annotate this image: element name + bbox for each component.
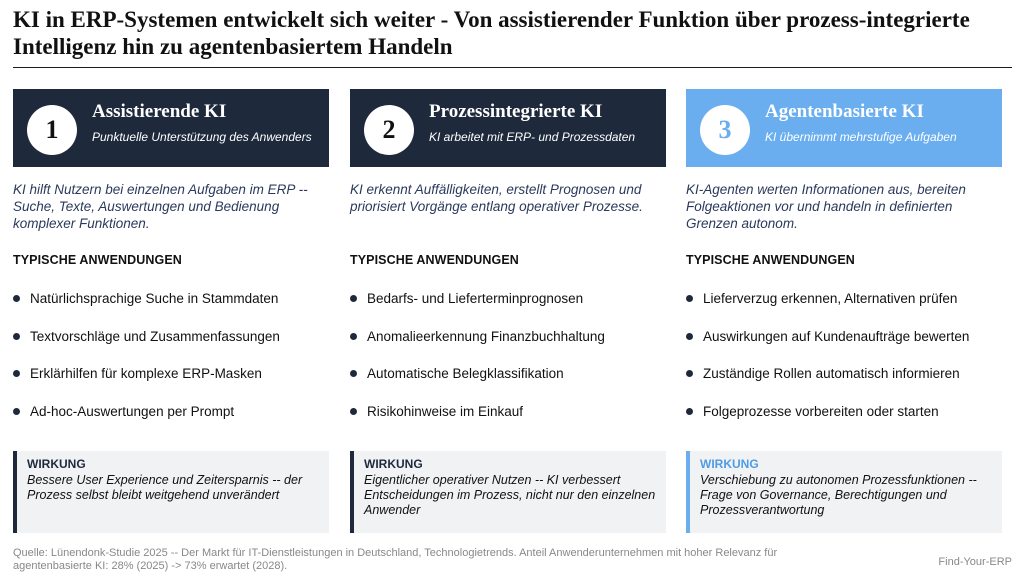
list-item (686, 280, 1002, 318)
effect-box (13, 451, 329, 533)
applications-list (686, 280, 1002, 430)
effect-text: Eigentlicher operativer Nutzen -- KI verbessert Entscheidungen im Prozess, nicht nur den einzelnen Anwender (364, 473, 656, 517)
list-item-label: Lieferverzug erkennen, Alternativen prüfen (703, 291, 958, 307)
bullet-icon (686, 408, 693, 415)
list-item (13, 355, 329, 393)
applications-heading: TYPISCHE ANWENDUNGEN (13, 253, 182, 267)
column-description: KI hilft Nutzern bei einzelnen Aufgaben im ERP -- Suche, Texte, Auswertungen und Bedienung komplexer Funktionen. (13, 182, 308, 231)
bullet-icon (13, 295, 20, 302)
applications-list (350, 280, 666, 430)
bullet-icon (686, 295, 693, 302)
column-description: KI erkennt Auffälligkeiten, erstellt Prognosen und priorisiert Vorgänge entlang operativer Prozesse. (350, 182, 643, 214)
bullet-icon (13, 370, 20, 377)
list-item-label: Auswirkungen auf Kundenaufträge bewerten (703, 328, 970, 344)
list-item (686, 355, 1002, 393)
bullet-icon (13, 333, 20, 340)
list-item-label: Anomalieerkennung Finanzbuchhaltung (367, 328, 605, 344)
bullet-icon (350, 295, 357, 302)
column-header (13, 89, 329, 167)
column-title: Agentenbasierte KI (765, 101, 924, 122)
effect-heading: WIRKUNG (27, 457, 86, 471)
list-item (686, 318, 1002, 356)
title-divider (13, 67, 1012, 68)
column-prozessintegrierte-ki (350, 89, 666, 517)
applications-list (13, 280, 329, 430)
list-item (13, 318, 329, 356)
column-subtitle: Punktuelle Unterstützung des Anwenders (92, 130, 312, 144)
column-agentenbasierte-ki (686, 89, 1002, 517)
bullet-icon (13, 408, 20, 415)
bullet-icon (350, 370, 357, 377)
applications-heading: TYPISCHE ANWENDUNGEN (686, 253, 855, 267)
step-number-badge: 2 (364, 105, 414, 155)
effect-box (350, 451, 666, 533)
list-item-label: Natürlichsprachige Suche in Stammdaten (30, 291, 279, 307)
list-item-label: Automatische Belegklassifikation (367, 366, 564, 382)
column-header (350, 89, 666, 167)
bullet-icon (686, 370, 693, 377)
list-item (350, 318, 666, 356)
effect-box (686, 451, 1002, 533)
brand-label: Find-Your-ERP (938, 556, 1012, 568)
page-title: KI in ERP-Systemen entwickelt sich weiter - Von assistierender Funktion über prozess-integrierte Intelligenz hin zu agentenbasiertem Handeln (13, 7, 970, 59)
column-description: KI-Agenten werten Informationen aus, bereiten Folgeaktionen vor und handeln in definierten Grenzen autonom. (686, 182, 966, 231)
column-title: Prozessintegrierte KI (429, 101, 603, 122)
bullet-icon (350, 408, 357, 415)
column-subtitle: KI arbeitet mit ERP- und Prozessdaten (429, 130, 636, 144)
list-item-label: Textvorschläge und Zusammenfassungen (30, 328, 280, 344)
step-number-badge: 1 (27, 105, 77, 155)
list-item (13, 393, 329, 431)
column-title: Assistierende KI (92, 101, 227, 122)
list-item (686, 393, 1002, 431)
list-item-label: Zuständige Rollen automatisch informieren (703, 366, 960, 382)
list-item-label: Bedarfs- und Lieferterminprognosen (367, 291, 584, 307)
list-item-label: Folgeprozesse vorbereiten oder starten (703, 403, 939, 419)
list-item (350, 393, 666, 431)
list-item (350, 280, 666, 318)
bullet-icon (686, 333, 693, 340)
list-item (13, 280, 329, 318)
applications-heading: TYPISCHE ANWENDUNGEN (350, 253, 519, 267)
effect-text: Verschiebung zu autonomen Prozessfunktionen -- Frage von Governance, Berechtigungen und Prozessverantwortung (700, 473, 977, 517)
list-item-label: Erklärhilfen für komplexe ERP-Masken (30, 366, 262, 382)
column-header (686, 89, 1002, 167)
source-note: Quelle: Lünendonk-Studie 2025 -- Der Markt für IT-Dienstleistungen in Deutschland, Technologietrends. Anteil Anwenderunternehmen mit hoher Relevanz für agentenbasierte KI: 28% (2025) -> 73% erwartet (2028). (13, 547, 778, 572)
list-item-label: Ad-hoc-Auswertungen per Prompt (30, 403, 235, 419)
list-item (350, 355, 666, 393)
column-subtitle: KI übernimmt mehrstufige Aufgaben (765, 130, 957, 144)
list-item-label: Risikohinweise im Einkauf (367, 403, 524, 419)
effect-text: Bessere User Experience und Zeitersparnis -- der Prozess selbst bleibt weitgehend unverändert (27, 473, 303, 502)
step-number-badge: 3 (700, 105, 750, 155)
effect-heading: WIRKUNG (364, 457, 423, 471)
bullet-icon (350, 333, 357, 340)
column-assistierende-ki (13, 89, 329, 502)
effect-heading: WIRKUNG (700, 457, 759, 471)
